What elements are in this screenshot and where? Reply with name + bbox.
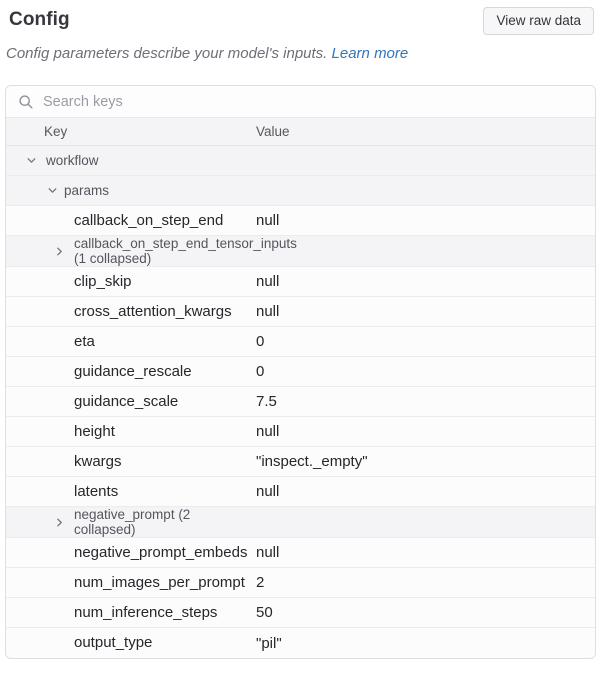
config-value: null: [256, 303, 280, 320]
config-tree-leaf-row: [6, 598, 595, 628]
config-value: null: [256, 273, 280, 290]
config-tree-leaf-row: [6, 357, 595, 387]
config-key: output_type: [74, 634, 153, 651]
config-key: params: [64, 183, 110, 198]
config-value: null: [256, 212, 280, 229]
search-icon: [18, 94, 34, 110]
search-input[interactable]: [43, 94, 585, 110]
config-table-panel: [5, 85, 596, 659]
config-tree-leaf-row: [6, 417, 595, 447]
config-tree-leaf-row: [6, 206, 595, 236]
config-tree-leaf-row: [6, 297, 595, 327]
view-raw-data-button[interactable]: View raw data: [483, 7, 594, 35]
config-value: null: [256, 423, 280, 440]
config-tree-group-row[interactable]: [6, 176, 595, 206]
config-tree-leaf-row: [6, 327, 595, 357]
config-value: "inspect._empty": [256, 453, 368, 470]
config-key: negative_prompt (2 collapsed): [74, 507, 191, 537]
config-value: null: [256, 544, 280, 561]
config-key: eta: [74, 332, 95, 350]
config-tree-leaf-row: [6, 447, 595, 477]
key-column-header: Key: [44, 124, 68, 139]
config-tree-group-row[interactable]: [6, 236, 595, 267]
table-header-row: [6, 118, 595, 146]
config-key: callback_on_step_end_tensor_inputs (1 collapsed): [74, 236, 297, 266]
config-tree-leaf-row: [6, 477, 595, 507]
config-value: 2: [256, 574, 265, 591]
page-title: Config: [9, 9, 70, 30]
config-key: cross_attention_kwargs: [74, 302, 232, 320]
learn-more-link[interactable]: Learn more: [331, 45, 409, 62]
config-value: 0: [256, 363, 265, 380]
config-key: clip_skip: [74, 272, 132, 290]
config-key: callback_on_step_end: [74, 211, 224, 229]
config-key: guidance_rescale: [74, 362, 192, 380]
panel-header: [0, 0, 600, 35]
config-tree-leaf-row: [6, 267, 595, 297]
config-value: null: [256, 483, 280, 500]
config-tree-group-row[interactable]: [6, 146, 595, 176]
config-tree-group-row[interactable]: [6, 507, 595, 538]
config-key: num_images_per_prompt: [74, 573, 245, 591]
value-column-header: Value: [256, 124, 290, 139]
config-key: kwargs: [74, 452, 122, 470]
config-key: latents: [74, 482, 119, 500]
config-key: guidance_scale: [74, 392, 179, 410]
config-value: 7.5: [256, 393, 277, 410]
config-value: 0: [256, 333, 265, 350]
config-key: negative_prompt_embeds: [74, 543, 248, 561]
config-key: workflow: [46, 153, 99, 168]
config-value: "pil": [256, 634, 282, 652]
chevron-down-icon[interactable]: [26, 155, 37, 166]
config-tree-leaf-row: [6, 628, 595, 658]
chevron-right-icon[interactable]: [54, 246, 65, 257]
chevron-down-icon[interactable]: [47, 185, 58, 196]
config-tree-leaf-row: [6, 538, 595, 568]
config-tree-leaf-row: [6, 387, 595, 417]
search-bar: [6, 86, 595, 118]
chevron-right-icon[interactable]: [54, 517, 65, 528]
panel-description: [6, 45, 592, 63]
description-text: Config parameters describe your model's inputs.: [6, 45, 328, 62]
config-table-body: [6, 146, 595, 658]
config-key: num_inference_steps: [74, 603, 218, 621]
config-key: height: [74, 422, 115, 440]
config-value: 50: [256, 604, 273, 621]
config-tree-leaf-row: [6, 568, 595, 598]
